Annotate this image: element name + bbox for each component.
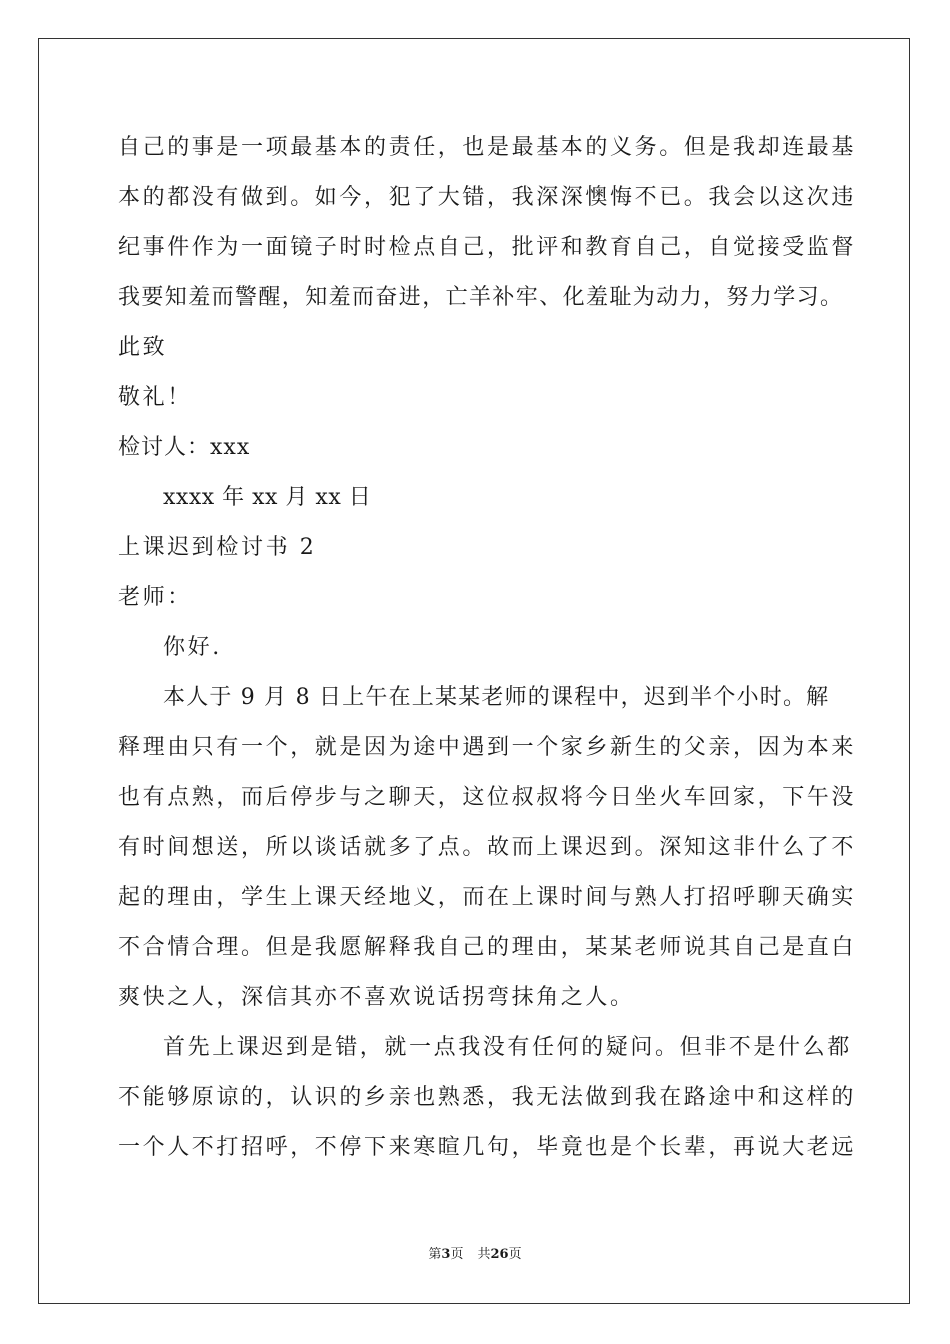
- greeting: 你好.: [163, 635, 222, 660]
- greeting-addressee: 老师：: [118, 585, 192, 610]
- total-label-suffix: 页: [508, 1247, 522, 1262]
- closing-salutation: 此致: [118, 335, 168, 360]
- text-line: 本的都没有做到。如今，犯了大错，我深深懊悔不已。我会以这次违: [118, 185, 857, 210]
- text-line: 爽快之人，深信其亦不喜欢说话拐弯抹角之人。: [118, 985, 635, 1010]
- page-label-suffix: 页: [450, 1247, 464, 1262]
- text-line: 不合情合理。但是我愿解释我自己的理由，某某老师说其自己是直白: [118, 935, 857, 960]
- signature-line: 检讨人：xxx: [118, 435, 251, 460]
- page-number: 3: [441, 1247, 451, 1262]
- text-line: 本人于 9 月 8 日上午在上某某老师的课程中，迟到半个小时。解: [163, 685, 830, 710]
- total-pages: 26: [490, 1247, 509, 1262]
- page-label-prefix: 第: [428, 1247, 442, 1262]
- date-line: xxxx 年 xx 月 xx 日: [163, 485, 372, 510]
- page-footer: [0, 1246, 950, 1264]
- text-line: 不能够原谅的，认识的乡亲也熟悉，我无法做到我在路途中和这样的: [118, 1085, 857, 1110]
- page-border: [38, 38, 910, 1304]
- text-line: 首先上课迟到是错，就一点我没有任何的疑问。但非不是什么都: [163, 1035, 852, 1060]
- text-line: 有时间想送，所以谈话就多了点。故而上课迟到。深知这非什么了不: [118, 835, 857, 860]
- text-line: 也有点熟，而后停步与之聊天，这位叔叔将今日坐火车回家，下午没: [118, 785, 857, 810]
- text-line: 自己的事是一项最基本的责任，也是最基本的义务。但是我却连最基: [118, 135, 857, 160]
- section-title: 上课迟到检讨书 2: [118, 535, 317, 560]
- closing-regards: 敬礼！: [118, 385, 192, 410]
- total-label-prefix: 共: [477, 1247, 491, 1262]
- text-line: 一个人不打招呼，不停下来寒暄几句，毕竟也是个长辈，再说大老远: [118, 1135, 857, 1160]
- text-line: 释理由只有一个，就是因为途中遇到一个家乡新生的父亲，因为本来: [118, 735, 857, 760]
- text-line: 纪事件作为一面镜子时时检点自己，批评和教育自己，自觉接受监督: [118, 235, 857, 260]
- text-line: 我要知羞而警醒，知羞而奋进，亡羊补牢、化羞耻为动力，努力学习。: [118, 285, 844, 310]
- text-line: 起的理由，学生上课天经地义，而在上课时间与熟人打招呼聊天确实: [118, 885, 857, 910]
